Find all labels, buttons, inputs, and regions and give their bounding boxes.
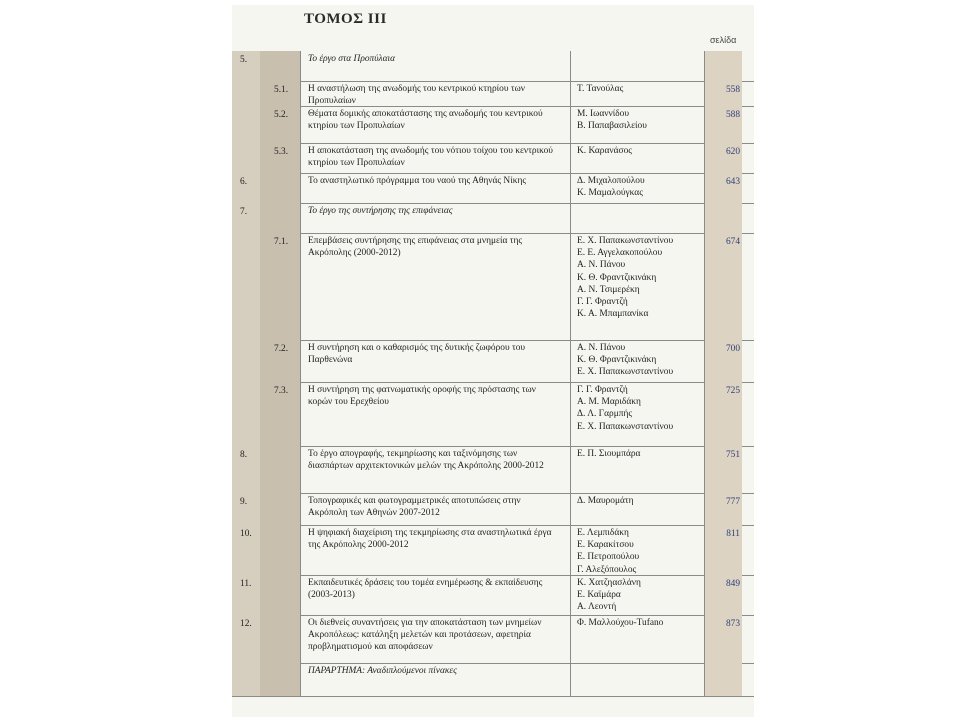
column-divider	[300, 143, 301, 173]
toc-page-number: 588	[725, 110, 740, 120]
toc-entry-row	[232, 382, 754, 447]
toc-author: Δ. Μαυρομάτη	[577, 496, 634, 506]
toc-author: Κ. Θ. Φραντζικινάκη	[577, 272, 657, 283]
toc-number: 11.	[240, 579, 252, 589]
toc-author: Κ. Καρανάσος	[577, 146, 632, 156]
toc-title: Η συντήρηση και ο καθαρισμός της δυτικής ζωφόρου του Παρθενώνα	[308, 343, 526, 366]
column-divider	[300, 106, 301, 143]
toc-entry-row	[232, 81, 754, 107]
volume-title: ΤΟΜΟΣ ΙΙΙ	[304, 11, 387, 27]
toc-subnumber-cell	[260, 173, 300, 203]
toc-number-cell	[232, 81, 260, 106]
column-divider	[300, 575, 301, 615]
column-divider	[300, 340, 301, 382]
toc-title: ΠΑΡΑΡΤΗΜΑ: Αναδιπλούμενοι πίνακες	[308, 666, 457, 676]
toc-page-cell	[704, 203, 742, 233]
toc-entry-row	[232, 575, 754, 616]
toc-authors	[577, 342, 701, 379]
column-divider	[300, 493, 301, 525]
toc-page-cell	[704, 663, 742, 696]
column-divider	[570, 663, 571, 696]
toc-number: 5.	[240, 55, 248, 65]
toc-page-number: 620	[725, 147, 740, 157]
column-divider	[570, 382, 571, 446]
column-divider	[570, 340, 571, 382]
toc-author: Α. Λεοντή	[577, 602, 617, 613]
toc-authors	[577, 448, 701, 460]
toc-author: Γ. Γ. Φραντζή	[577, 297, 628, 308]
toc-author: Μ. Ιωαννίδου	[577, 109, 629, 119]
column-divider	[300, 525, 301, 575]
toc-entry-row	[232, 446, 754, 494]
column-divider	[570, 233, 571, 340]
toc-page-number: 674	[725, 237, 740, 247]
column-divider	[570, 446, 571, 493]
toc-authors	[577, 83, 701, 95]
toc-entry-row	[232, 106, 754, 144]
toc-author: Κ. Θ. Φραντζικινάκη	[577, 355, 657, 366]
toc-author: Ε. Καρακίτσου	[577, 540, 634, 551]
column-divider	[570, 525, 571, 575]
toc-number-cell	[232, 106, 260, 143]
toc-author: Γ. Αλεξόπουλος	[577, 564, 637, 575]
column-divider	[300, 446, 301, 493]
column-divider	[570, 203, 571, 233]
toc-number: 8.	[240, 450, 248, 460]
toc-authors	[577, 577, 701, 614]
column-divider	[704, 663, 705, 696]
toc-author: Κ. Μαμαλούγκας	[577, 188, 643, 199]
column-divider	[300, 203, 301, 233]
column-divider	[300, 51, 301, 81]
toc-number: 9.	[240, 497, 248, 507]
toc-entry-row	[232, 525, 754, 576]
toc-subnumber-cell	[260, 493, 300, 525]
toc-subnumber: 7.2.	[274, 344, 289, 354]
toc-title: Το έργο της συντήρησης της επιφάνειας	[308, 206, 453, 216]
toc-authors	[577, 527, 701, 576]
column-divider	[300, 663, 301, 696]
toc-subnumber-cell	[260, 575, 300, 615]
toc-number-cell	[232, 663, 260, 696]
toc-title: Το αναστηλωτικό πρόγραμμα του ναού της Αθηνάς Νίκης	[308, 176, 527, 186]
toc-number-cell	[232, 143, 260, 173]
toc-title: Η συντήρηση της φατνωματικής οροφής της πρόστασης των κορών του Ερεχθείου	[308, 385, 536, 408]
column-divider	[704, 203, 705, 233]
column-divider	[570, 51, 571, 81]
toc-author: Γ. Γ. Φραντζή	[577, 385, 628, 395]
toc-title: Εκπαιδευτικές δράσεις του τομέα ενημέρωσης & εκπαίδευσης (2003-2013)	[308, 578, 543, 601]
column-divider	[300, 382, 301, 446]
toc-subnumber-cell	[260, 51, 300, 81]
toc-page-number: 811	[726, 529, 740, 539]
toc-title: Οι διεθνείς συναντήσεις για την αποκατάσταση των μνημείων Ακροπόλεως: κατάληξη μελετών και προτάσεων, αφετηρία προβληματισμού και αποφάσεων	[308, 618, 542, 653]
column-divider	[570, 143, 571, 173]
column-divider	[300, 233, 301, 340]
toc-subnumber-cell	[260, 233, 300, 340]
toc-entry-row	[232, 615, 754, 664]
document-page	[232, 5, 754, 717]
toc-title: Θέματα δομικής αποκατάστασης της ανωδομής του κεντρικού κτηρίου των Προπυλαίων	[308, 109, 543, 132]
column-divider	[704, 233, 705, 340]
toc-page-number: 643	[725, 177, 740, 187]
column-divider	[570, 493, 571, 525]
toc-author: Τ. Τανούλας	[577, 84, 624, 94]
toc-title: Το έργο απογραφής, τεκμηρίωσης και ταξινόμησης των διασπάρτων αρχιτεκτονικών μελών της Ακρόπολης 2000-2012	[308, 449, 544, 472]
toc-entry-row	[232, 340, 754, 383]
toc-subnumber-cell	[260, 615, 300, 663]
toc-entry-row	[232, 173, 754, 204]
toc-author: Ε. Π. Σιουμπάρα	[577, 449, 641, 459]
toc-subnumber-cell	[260, 663, 300, 696]
toc-section-row	[232, 51, 754, 82]
toc-authors	[577, 175, 701, 199]
toc-number: 10.	[240, 529, 252, 539]
toc-author: Κ. Α. Μπαμπανίκα	[577, 309, 649, 320]
toc-authors	[577, 617, 701, 629]
toc-author: Ε. Καϊμάρα	[577, 590, 621, 601]
toc-page-number: 849	[725, 579, 740, 589]
toc-entry-row	[232, 233, 754, 341]
toc-subnumber-cell	[260, 525, 300, 575]
toc-author: Ε. Ε. Αγγελακοπούλου	[577, 248, 663, 259]
toc-author: Β. Παπαβασιλείου	[577, 121, 647, 132]
toc-authors	[577, 108, 701, 132]
toc-title: Τοπογραφικές και φωτογραμμετρικές αποτυπώσεις στην Ακρόπολη των Αθηνών 2007-2012	[308, 496, 521, 519]
toc-author: Κ. Χατζηασλάνη	[577, 578, 641, 588]
toc-author: Φ. Μαλλούχου-Tufano	[577, 618, 664, 628]
toc-authors	[577, 145, 701, 157]
toc-page-number: 700	[725, 344, 740, 354]
toc-page-number: 751	[725, 450, 740, 460]
column-divider	[570, 81, 571, 106]
toc-subnumber-cell	[260, 446, 300, 493]
toc-page-cell	[704, 233, 742, 340]
toc-section-row	[232, 663, 754, 697]
column-divider	[570, 106, 571, 143]
toc-authors	[577, 384, 701, 433]
toc-number-cell	[232, 382, 260, 446]
toc-author: Δ. Μιχαλοπούλου	[577, 176, 645, 186]
toc-author: Α. Μ. Μαριδάκη	[577, 397, 641, 408]
toc-subnumber: 5.3.	[274, 147, 289, 157]
toc-author: Α. Ν. Τσιμερέκη	[577, 284, 640, 295]
column-divider	[570, 173, 571, 203]
toc-subnumber: 7.1.	[274, 237, 289, 247]
toc-page-cell	[704, 51, 742, 81]
toc-authors	[577, 235, 701, 320]
column-divider	[300, 173, 301, 203]
toc-entry-row	[232, 143, 754, 174]
toc-number-cell	[232, 340, 260, 382]
toc-author: Ε. Πετροπούλου	[577, 552, 640, 563]
toc-page-number: 873	[725, 619, 740, 629]
toc-title: Το έργο στα Προπύλαια	[308, 54, 396, 64]
toc-subnumber: 5.1.	[274, 85, 289, 95]
toc-number: 12.	[240, 619, 252, 629]
toc-number-cell	[232, 233, 260, 340]
page-column-label: σελίδα	[710, 35, 737, 45]
toc-entry-row	[232, 493, 754, 526]
toc-page-number: 725	[725, 386, 740, 396]
toc-author: Ε. Χ. Παπακωνσταντίνου	[577, 421, 674, 432]
column-divider	[704, 51, 705, 81]
toc-author: Ε. Χ. Παπακωνσταντίνου	[577, 367, 674, 378]
toc-page-number: 558	[725, 85, 740, 95]
toc-title: Η αναστήλωση της ανωδομής του κεντρικού κτηρίου των Προπυλαίων	[308, 84, 525, 107]
toc-authors	[577, 495, 701, 507]
toc-author: Α. Ν. Πάνου	[577, 260, 626, 271]
toc-subnumber-cell	[260, 203, 300, 233]
toc-author: Ε. Χ. Παπακωνσταντίνου	[577, 236, 674, 246]
toc-section-row	[232, 203, 754, 234]
toc-subnumber: 5.2.	[274, 110, 289, 120]
toc-author: Ε. Λεμπιδάκη	[577, 528, 629, 538]
column-divider	[300, 81, 301, 106]
column-divider	[570, 615, 571, 663]
column-divider	[570, 575, 571, 615]
toc-subnumber: 7.3.	[274, 386, 289, 396]
toc-number: 7.	[240, 207, 248, 217]
toc-author: Δ. Λ. Γαρμπής	[577, 409, 633, 420]
toc-author: Α. Ν. Πάνου	[577, 343, 626, 353]
toc-title: Η αποκατάσταση της ανωδομής του νότιου τοίχου του κεντρικού κτηρίου των Προπυλαίων	[308, 146, 553, 169]
column-divider	[300, 615, 301, 663]
toc-page-number: 777	[725, 497, 740, 507]
toc-number: 6.	[240, 177, 248, 187]
toc-title: Η ψηφιακή διαχείριση της τεκμηρίωσης στα αναστηλωτικά έργα της Ακρόπολης 2000-2012	[308, 528, 552, 551]
toc-title: Επεμβάσεις συντήρησης της επιφάνειας στα μνημεία της Ακρόπολης (2000-2012)	[308, 236, 523, 259]
